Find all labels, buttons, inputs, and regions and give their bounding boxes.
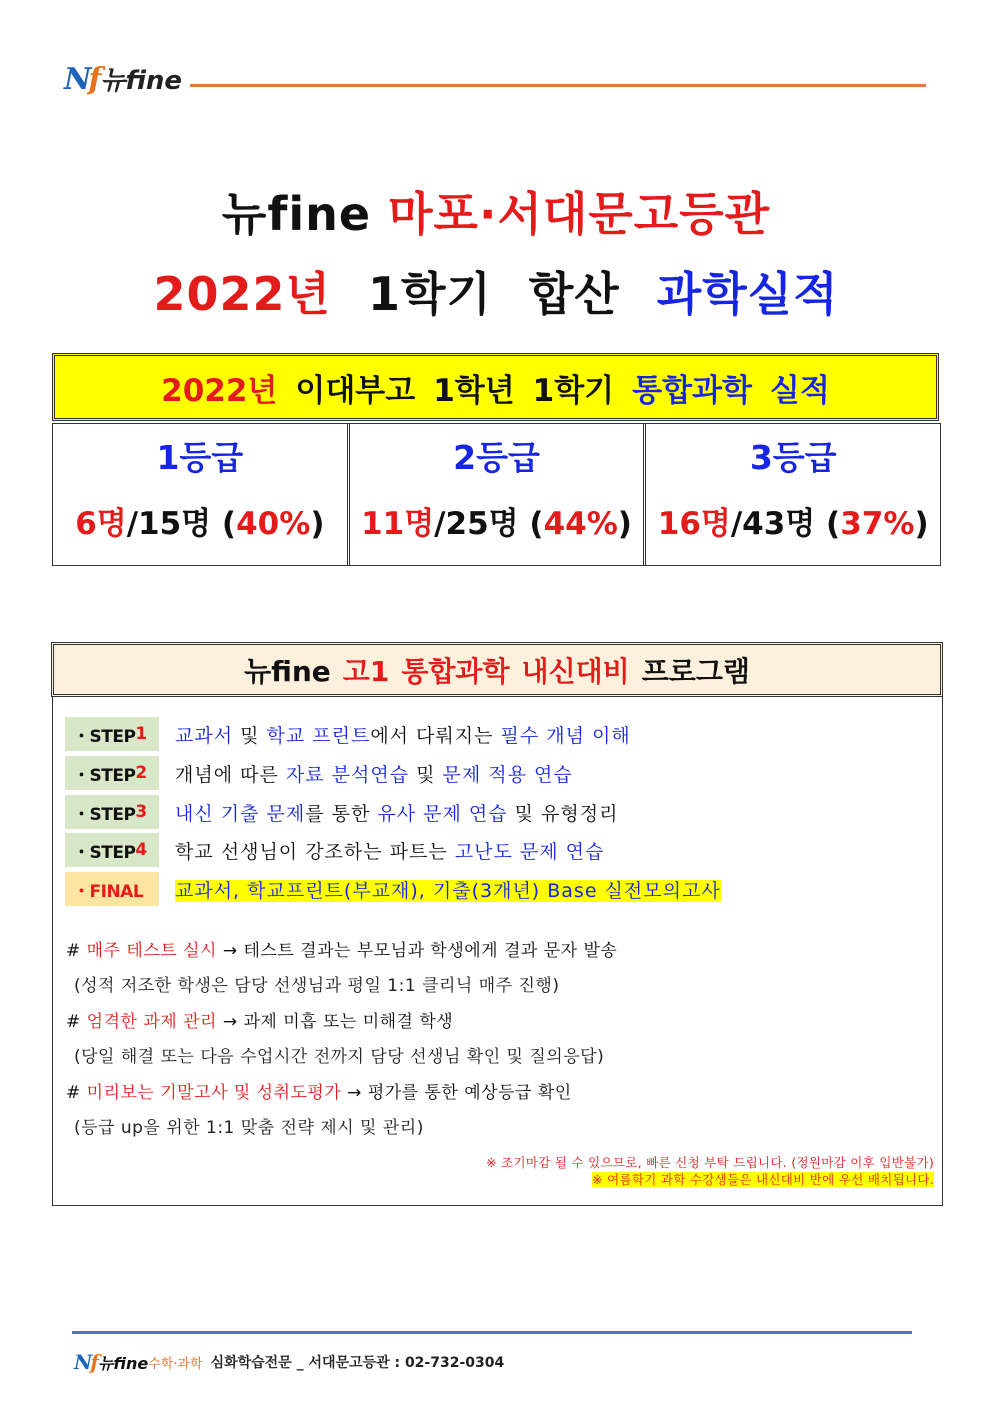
pct-open: ( (815, 506, 841, 542)
grade-label: 3등급 (749, 438, 837, 477)
note-preview-exam (66, 1078, 572, 1138)
grade-count (646, 498, 940, 543)
program-label: 프로그램 (641, 654, 750, 688)
nf-logo-icon: Nf (64, 62, 99, 97)
title-total: 합산 (528, 267, 620, 321)
title-branch: 마포·서대문고등관 (388, 187, 771, 241)
step-prefix: ・STEP (73, 765, 136, 786)
step-text-part: 자료 분석연습 (285, 763, 410, 786)
brand-logo (64, 60, 182, 100)
step-row-3 (65, 795, 618, 829)
logo-text: 뉴fine (100, 66, 183, 96)
step-number: 3 (135, 802, 147, 822)
program-subject: 통합과학 (401, 654, 510, 688)
program-brand: 뉴fine (244, 654, 331, 688)
nf-logo-icon: Nf (74, 1350, 97, 1374)
note-text: → 테스트 결과는 부모님과 학생에게 결과 문자 발송 (216, 941, 618, 961)
pct-close: ) (617, 506, 632, 542)
step-text-part: 유사 문제 연습 (377, 802, 508, 825)
note-sub: (당일 해결 또는 다음 수업시간 전까지 담당 선생님 확인 및 질의응답) (74, 1047, 605, 1067)
step-text-part: 를 통한 (305, 802, 378, 825)
footer-contact: 심화학습전문 _ 서대문고등관 : 02-732-0304 (210, 1355, 505, 1371)
step-text-part: 내신 기출 문제 (175, 802, 306, 825)
pct-open: ( (518, 506, 544, 542)
results-header (52, 353, 939, 421)
grade-count (53, 498, 347, 543)
total-count: /25명 (434, 506, 519, 542)
achieved-count: 6명 (75, 506, 127, 542)
note-sub: (성적 저조한 학생은 담당 선생님과 평일 1:1 클리닉 매주 진행) (74, 976, 560, 996)
results-label: 실적 (769, 372, 830, 409)
step-text-part: 에서 다뤄지는 (370, 724, 501, 747)
step-text-part: 및 (233, 724, 267, 747)
warning-early-close: ※ 조기마감 될 수 있으므로, 빠른 신청 부탁 드립니다. (정원마감 이후 입반불가) (486, 1155, 934, 1170)
program-focus: 내신대비 (521, 654, 630, 688)
step-text-part: 문제 적용 연습 (442, 763, 573, 786)
step-number: 1 (135, 724, 147, 744)
note-text: → 평가를 통한 예상등급 확인 (341, 1083, 572, 1103)
total-count: /15명 (126, 506, 212, 542)
step-badge (65, 833, 159, 867)
percentage: 44% (543, 506, 618, 542)
step-text-part: 고난도 문제 연습 (454, 840, 605, 863)
step-badge (65, 756, 159, 790)
grade-count (350, 498, 644, 543)
step-badge (65, 717, 159, 751)
result-cell-grade-1 (53, 424, 347, 565)
step-text-part: 및 유형정리 (507, 802, 619, 825)
results-table (52, 423, 941, 566)
step-text-part: 교과서 (175, 724, 234, 747)
footer-divider (72, 1331, 912, 1334)
step-text-part: 및 (409, 763, 443, 786)
step-text-part: 학교 선생님이 강조하는 파트는 (175, 840, 455, 863)
title-year: 2022년 (153, 267, 331, 321)
step-description (175, 837, 604, 864)
note-weekly-test (66, 936, 617, 996)
step-row-2 (65, 756, 573, 790)
step-row-1 (65, 717, 631, 751)
results-term: 1학기 (532, 372, 615, 409)
final-text: 교과서, 학교프린트(부교재), 기출(3개년) Base 실전모의고사 (175, 879, 721, 902)
result-cell-grade-2 (347, 424, 644, 565)
step-badge (65, 795, 159, 829)
total-count: /43명 (730, 506, 816, 542)
step-text-part: 학교 프린트 (266, 724, 371, 747)
warning-priority (592, 1170, 934, 1188)
results-grade-level: 1학년 (433, 372, 515, 409)
results-school: 이대부고 (295, 372, 416, 409)
step-row-final (65, 872, 721, 906)
header-divider (190, 84, 926, 87)
program-header (51, 642, 943, 697)
step-row-4 (65, 833, 604, 867)
step-description (175, 876, 721, 903)
step-text-part: 개념에 따른 (175, 763, 286, 786)
pct-open: ( (211, 506, 237, 542)
achieved-count: 11명 (361, 506, 435, 542)
step-number: 2 (135, 763, 147, 783)
note-hash: # (66, 1083, 87, 1103)
title-subject: 과학실적 (656, 267, 839, 321)
program-level: 고1 (342, 654, 390, 688)
note-highlight: 미리보는 기말고사 및 성취도평가 (86, 1083, 342, 1103)
results-year: 2022년 (161, 372, 278, 409)
title-line-1 (0, 178, 992, 244)
step-description (175, 760, 573, 787)
percentage: 40% (236, 506, 311, 542)
pct-close: ) (310, 506, 325, 542)
result-cell-grade-3 (643, 424, 940, 565)
step-prefix: ・STEP (73, 842, 136, 863)
note-hash: # (66, 1012, 87, 1032)
note-hash: # (66, 941, 87, 961)
title-line-2 (0, 258, 992, 324)
note-text: → 과제 미흡 또는 미해결 학생 (216, 1012, 454, 1032)
achieved-count: 16명 (657, 506, 731, 542)
grade-label: 1등급 (156, 438, 244, 477)
footer-brand: 뉴fine (97, 1353, 149, 1373)
step-number: 4 (135, 840, 147, 860)
title-brand: 뉴fine (221, 187, 372, 241)
grade-label: 2등급 (453, 438, 540, 477)
note-sub: (등급 up을 위한 1:1 맞춤 전략 제시 및 관리) (74, 1118, 424, 1138)
note-assignment (66, 1007, 604, 1067)
step-description (175, 799, 618, 826)
step-prefix: ・STEP (73, 804, 136, 825)
note-highlight: 엄격한 과제 관리 (86, 1012, 217, 1032)
pct-close: ) (914, 506, 929, 542)
footer-subjects: 수학·과학 (148, 1356, 203, 1372)
final-badge: ・FINAL (65, 872, 159, 906)
percentage: 37% (840, 506, 915, 542)
step-prefix: ・STEP (73, 726, 136, 747)
step-description (175, 721, 631, 748)
note-highlight: 매주 테스트 실시 (86, 941, 217, 961)
results-subject: 통합과학 (632, 372, 752, 409)
title-term: 1학기 (367, 267, 492, 321)
step-text-part: 필수 개념 이해 (500, 724, 631, 747)
footer (74, 1348, 504, 1376)
warning-priority-text: ※ 여름학기 과학 수강생들은 내신대비 반에 우선 배치됩니다. (592, 1172, 934, 1187)
